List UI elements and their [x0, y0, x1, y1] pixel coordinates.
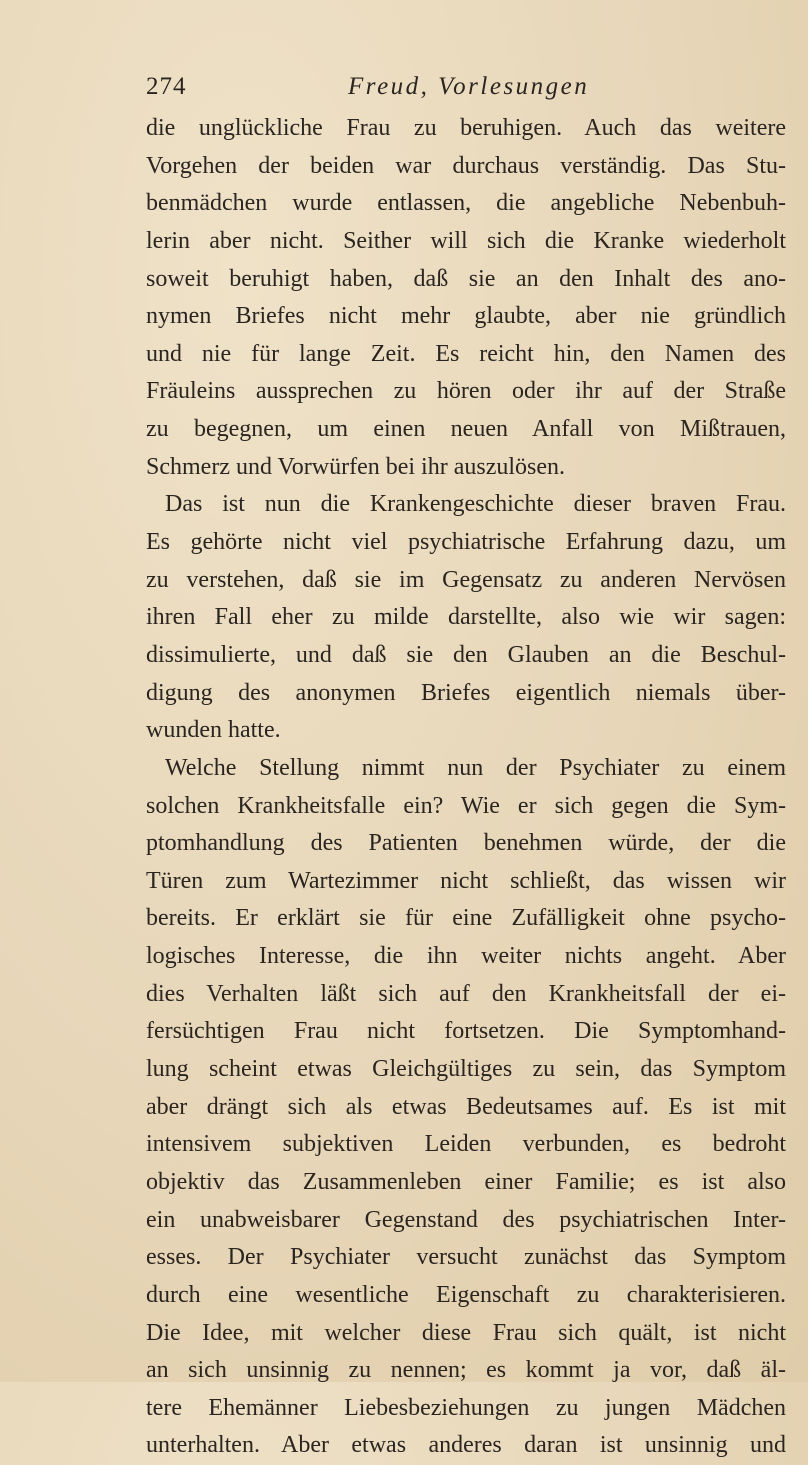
- text-line: tere Ehemänner Liebesbeziehungen zu jungen Mädchen: [146, 1394, 786, 1421]
- text-line: Das ist nun die Krankengeschichte dieser braven Frau.: [165, 491, 786, 518]
- text-line: logisches Interesse, die ihn weiter nichts angeht. Aber: [146, 943, 786, 970]
- text-line: ptomhandlung des Patienten benehmen würde, der die: [146, 830, 786, 857]
- text-line: benmädchen wurde entlassen, die angebliche Nebenbuh-: [146, 190, 786, 217]
- text-line: und nie für lange Zeit. Es reicht hin, den Namen des: [146, 340, 786, 367]
- text-line: objektiv das Zusammenleben einer Familie; es ist also: [146, 1168, 786, 1195]
- text-line: digung des anonymen Briefes eigentlich niemals über-: [146, 679, 786, 706]
- text-line: esses. Der Psychiater versucht zunächst das Symptom: [146, 1244, 786, 1271]
- text-line: Fräuleins aussprechen zu hören oder ihr auf der Straße: [146, 378, 786, 405]
- text-line: Die Idee, mit welcher diese Frau sich quält, ist nicht: [146, 1319, 786, 1346]
- text-line: unterhalten. Aber etwas anderes daran ist unsinnig und: [146, 1432, 786, 1459]
- text-line: solchen Krankheitsfalle ein? Wie er sich gegen die Sym-: [146, 792, 786, 819]
- page-number: 274: [146, 73, 187, 100]
- text-line: Vorgehen der beiden war durchaus verständig. Das Stu-: [146, 152, 786, 179]
- text-line: ein unabweisbarer Gegenstand des psychiatrischen Inter-: [146, 1206, 786, 1233]
- text-line: lerin aber nicht. Seither will sich die Kranke wiederholt: [146, 227, 786, 254]
- text-line: lung scheint etwas Gleichgültiges zu sein, das Symptom: [146, 1056, 786, 1083]
- text-line: soweit beruhigt haben, daß sie an den Inhalt des ano-: [146, 265, 786, 292]
- text-line: Es gehörte nicht viel psychiatrische Erfahrung dazu, um: [146, 529, 786, 556]
- text-line: Welche Stellung nimmt nun der Psychiater zu einem: [165, 754, 786, 781]
- text-line: ihren Fall eher zu milde darstellte, also wie wir sagen:: [146, 604, 786, 631]
- text-line: dissimulierte, und daß sie den Glauben an die Beschul-: [146, 641, 786, 668]
- text-line: intensivem subjektiven Leiden verbunden, es bedroht: [146, 1131, 786, 1158]
- text-line: Türen zum Wartezimmer nicht schließt, das wissen wir: [146, 867, 786, 894]
- running-head: Freud, Vorlesungen: [348, 73, 590, 100]
- text-line: die unglückliche Frau zu beruhigen. Auch das weitere: [146, 115, 786, 141]
- text-line: zu begegnen, um einen neuen Anfall von Mißtrauen,: [146, 416, 786, 443]
- text-line: aber drängt sich als etwas Bedeutsames auf. Es ist mit: [146, 1093, 786, 1120]
- body-text: [146, 110, 786, 1465]
- text-line: an sich unsinnig zu nennen; es kommt ja vor, daß äl-: [146, 1357, 786, 1384]
- text-line: zu verstehen, daß sie im Gegensatz zu anderen Nervösen: [146, 566, 786, 593]
- text-line: dies Verhalten läßt sich auf den Krankheitsfall der ei-: [146, 980, 786, 1007]
- page-header: [146, 73, 786, 109]
- text-line: Schmerz und Vorwürfen bei ihr auszulösen.: [146, 453, 566, 480]
- text-line: bereits. Er erklärt sie für eine Zufälligkeit ohne psycho-: [146, 905, 786, 932]
- text-line: wunden hatte.: [146, 717, 281, 744]
- text-line: fersüchtigen Frau nicht fortsetzen. Die Symptomhand-: [146, 1018, 786, 1045]
- text-line: nymen Briefes nicht mehr glaubte, aber nie gründlich: [146, 303, 786, 330]
- text-line: durch eine wesentliche Eigenschaft zu charakterisieren.: [146, 1281, 786, 1308]
